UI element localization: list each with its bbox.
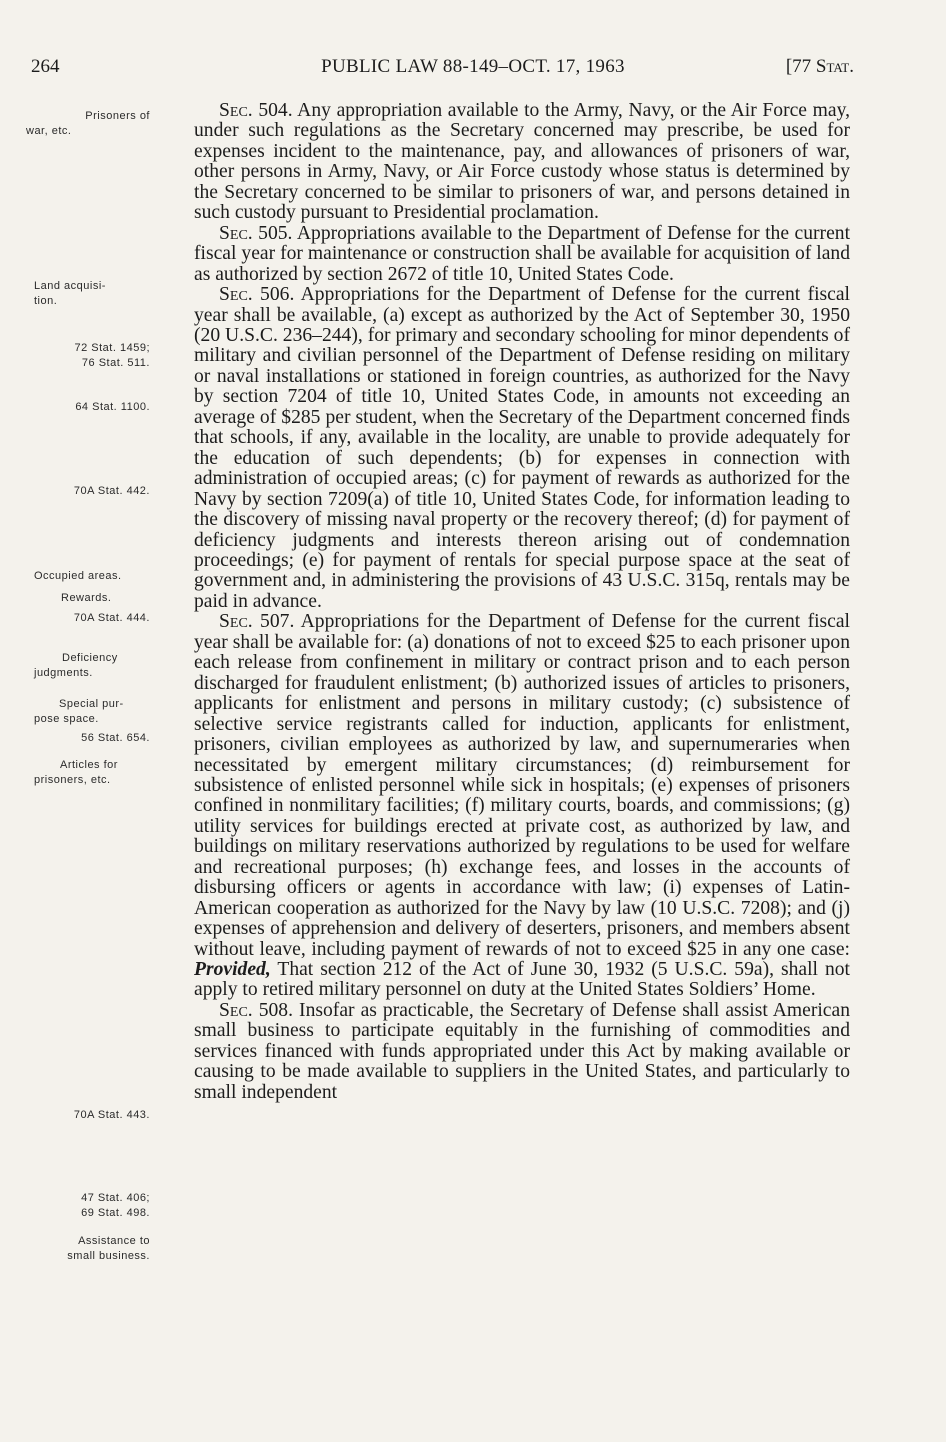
- margin-note-prisoners-of-war: Prisoners of war, etc.: [26, 110, 150, 137]
- margin-note-assistance-small-business: Assistance to small business.: [67, 1235, 150, 1262]
- section-505: [194, 224, 850, 285]
- margin-note-deficiency-judgments: Deficiency judgments.: [34, 652, 118, 679]
- margin-note-citation-70a-442: 70A Stat. 442.: [73, 485, 150, 497]
- margin-note-occupied-areas: Occupied areas.: [34, 570, 122, 582]
- section-507: [194, 612, 850, 1001]
- stat-volume: [77 Stat.: [785, 56, 854, 77]
- margin-note-citation-70a-443: 70A Stat. 443.: [73, 1109, 150, 1121]
- section-508: [194, 1001, 850, 1103]
- margin-note-citation-70a-444: 70A Stat. 444.: [73, 612, 150, 624]
- margin-note-special-purpose-space: Special pur- pose space.: [34, 698, 124, 725]
- section-text: Appropriations for the Department of Defense for the current fiscal year shall be available for: (a) donations of not to exceed $25 to each prisoner upon each release from confinement in military or contract prison and to each person discharged for fraudulent enlistment; (b) authorized issues of articles to prisoners, applicants for enlistment and persons in military custody; (c) subsistence of selective service registrants called for induction, applicants for enlistment, prisoners, civilian employees as authorized by law, and supernumeraries when necessitated by emergent military circumstances; (d) reimbursement for subsistence of enlisted personnel while sick in hospitals; (e) expenses of prisoners confined in nonmilitary facilities; (f) military courts, boards, and commissions; (g) utility services for buildings erected at private cost, as authorized by law, and buildings on military reservations authorized by regulations to be used for welfare and recreational purposes; (h) exchange fees, and losses in the accounts of disbursing officers or agents in accordance with law; (i) expenses of Latin-American cooperation as authorized for the Navy by law (10 U.S.C. 7208); and (j) expenses of apprehension and delivery of deserters, prisoners, and members absent without leave, including payment of rewards of not to exceed $25 in any one case:: [194, 611, 850, 960]
- margin-note-citation-56: 56 Stat. 654.: [81, 732, 150, 744]
- section-label: Sec. 508.: [219, 999, 294, 1021]
- margin-note-rewards: Rewards.: [61, 592, 112, 604]
- margin-note-citation-47-69: 47 Stat. 406; 69 Stat. 498.: [81, 1192, 150, 1219]
- section-label: Sec. 504.: [219, 100, 293, 121]
- section-504: [194, 101, 850, 224]
- proviso: Provided,: [194, 959, 271, 981]
- section-text: Any appropriation available to the Army, Navy, or the Air Force may, under such regulations as the Secretary concerned may prescribe, be used for expenses incident to the maintenance, pay, and allowances of prisoners of war, other persons in Army, Navy, or Air Force custody whose status is determined by the Secretary concerned to be similar to prisoners of war, and persons detained in such custody pursuant to Presidential proclamation.: [194, 100, 851, 224]
- section-506: [194, 285, 850, 612]
- margin-note-citation-72-76: 72 Stat. 1459; 76 Stat. 511.: [74, 342, 150, 369]
- section-label: Sec. 507.: [219, 611, 295, 633]
- section-text: Insofar as practicable, the Secretary of Defense shall assist American small business to participate equitably in the furnishing of commodities and services financed with funds appropriated under this Act by making available or causing to be made available to suppliers in the United States, and particularly to small independent: [194, 999, 851, 1103]
- running-title: PUBLIC LAW 88-149–OCT. 17, 1963: [321, 56, 625, 77]
- section-label: Sec. 505.: [219, 222, 293, 244]
- margin-note-articles-for-prisoners: Articles for prisoners, etc.: [34, 759, 118, 786]
- section-label: Sec. 506.: [219, 284, 295, 306]
- section-text: Appropriations for the Department of Defense for the current fiscal year shall be available, (a) except as authorized by the Act of September 30, 1950 (20 U.S.C. 236–244), for primary and secondary schooling for minor dependents of military and civilian personnel of the Department of Defense residing on military or naval installations or stationed in foreign countries, as authorized for the Navy by section 7204 of title 10, United States Code, in amounts not exceeding an average of $285 per student, when the Secretary of the Department concerned finds that schools, if any, available in the locality, are unable to provide adequately for the education of such dependents; (b) for expenses in connection with administration of occupied areas; (c) for payment of rewards as authorized for the Navy by section 7209(a) of title 10, United States Code, for information leading to the discovery of missing naval property or the recovery thereof; (d) for payment of deficiency judgments and interests thereon arising out of condemnation proceedings; (e) for payment of rentals for special purpose space at the seat of government and, in administering the provisions of 43 U.S.C. 315q, rentals may be paid in advance.: [194, 284, 850, 612]
- section-text-continued: That section 212 of the Act of June 30, 1932 (5 U.S.C. 59a), shall not apply to retired military personnel on duty at the United States Soldiers’ Home.: [194, 959, 850, 1001]
- page-number: 264: [31, 56, 60, 77]
- margin-note-land-acquisition: Land acquisi- tion.: [34, 280, 106, 307]
- section-text: Appropriations available to the Department of Defense for the current fiscal year for maintenance or construction shall be available for acquisition of land as authorized by section 2672 of title 10, United States Code.: [194, 222, 851, 285]
- statute-body: [194, 101, 850, 1103]
- page-header: [0, 56, 946, 82]
- margin-note-citation-64: 64 Stat. 1100.: [75, 401, 150, 413]
